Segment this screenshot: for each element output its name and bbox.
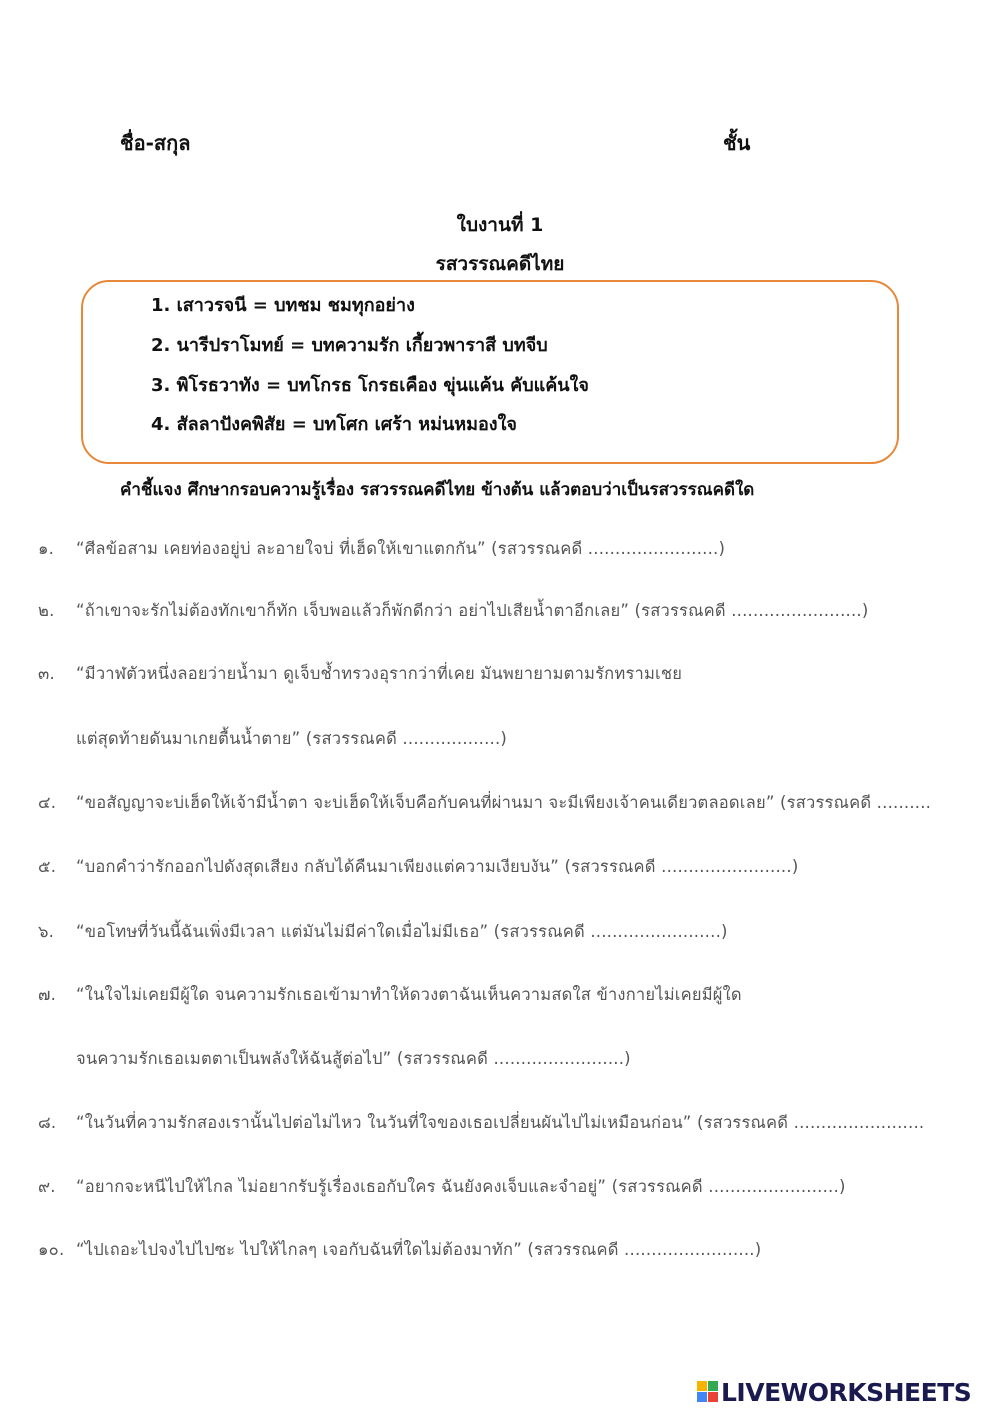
question-number: ๖. [38, 922, 55, 941]
question-1 [38, 536, 725, 562]
question-9 [38, 1174, 846, 1200]
rasa-item-1: 1. เสาวรจนี = บทชม ชมทุกอย่าง [151, 295, 415, 316]
question-number: ๑๐. [38, 1240, 65, 1259]
question-2 [38, 598, 869, 624]
question-6 [38, 919, 728, 945]
question-5 [38, 854, 798, 880]
question-text: “ในใจไม่เคยมีผู้ใด จนความรักเธอเข้ามาทำให้ดวงตาฉันเห็นความสดใส ข้างกายไม่เคยมีผู้ใด [76, 985, 742, 1004]
class-label: ชั้น [723, 131, 751, 155]
question-8 [38, 1110, 924, 1136]
question-number: ๘. [38, 1113, 57, 1132]
question-number: ๗. [38, 985, 57, 1004]
question-text: “บอกคำว่ารักออกไปดังสุดเสียง กลับได้คืนมาเพียงแต่ความเงียบงัน” (รสวรรณคดี ........................) [76, 857, 799, 876]
question-10 [38, 1237, 761, 1263]
question-text: “ถ้าเขาจะรักไม่ต้องทักเขาก็ทัก เจ็บพอแล้วก็พักดีกว่า อย่าไปเสียน้ำตาอีกเลย” (รสวรรณคดี ........................) [76, 601, 869, 620]
question-4 [38, 790, 931, 816]
question-text: “ในวันที่ความรักสองเรานั้นไปต่อไม่ไหว ในวันที่ใจของเธอเปลี่ยนผันไปไม่เหมือนก่อน” (รสวรรณคดี ........................ [76, 1113, 925, 1132]
question-text: “ขอสัญญาจะบ่เฮ็ดให้เจ้ามีน้ำตา จะบ่เฮ็ดให้เจ็บคือกับคนที่ผ่านมา จะมีเพียงเจ้าคนเดียวตลอดเลย” (รสวรรณคดี .......... [76, 793, 932, 812]
instruction-text: คำชี้แจง ศึกษากรอบความรู้เรื่อง รสวรรณคดีไทย ข้างต้น แล้วตอบว่าเป็นรสวรรณคดีใด [120, 480, 755, 500]
liveworksheets-logo [697, 1377, 971, 1407]
question-7 [38, 982, 742, 1008]
question-3 [38, 661, 682, 687]
question-text: “มีวาฬตัวหนึ่งลอยว่ายน้ำมา ดูเจ็บช้ำทรวงอุรากว่าที่เคย มันพยายามตามรักทรามเชย [76, 664, 683, 683]
question-3-continued: แต่สุดท้ายดันมาเกยตื้นน้ำตาย” (รสวรรณคดี ..................) [76, 729, 508, 748]
question-number: ๔. [38, 793, 57, 812]
worksheet-title: ใบงานที่ 1 [456, 214, 544, 236]
question-text: “ศีลข้อสาม เคยท่องอยู่บ่ ละอายใจบ่ ที่เฮ็ดให้เขาแตกกัน” (รสวรรณคดี ........................) [76, 539, 726, 558]
liveworksheets-logo-icon [697, 1381, 719, 1403]
question-number: ๓. [38, 664, 55, 683]
rasa-item-2: 2. นารีปราโมทย์ = บทความรัก เกี้ยวพาราสี บทจีบ [151, 335, 548, 356]
question-number: ๑. [38, 539, 55, 558]
rasa-item-4: 4. สัลลาปังคพิสัย = บทโศก เศร้า หม่นหมองใจ [151, 414, 517, 435]
question-number: ๙. [38, 1177, 56, 1196]
worksheet-subtitle: รสวรรณคดีไทย [435, 253, 565, 275]
question-text: “ไปเถอะไปจงไปไปซะ ไปให้ไกลๆ เจอกับฉันที่ใดไม่ต้องมาทัก” (รสวรรณคดี ........................) [76, 1240, 762, 1259]
question-number: ๒. [38, 601, 55, 620]
question-7-continued: จนความรักเธอเมตตาเป็นพลังให้ฉันสู้ต่อไป” (รสวรรณคดี ........................) [76, 1049, 631, 1068]
question-text: “ขอโทษที่วันนี้ฉันเพิ่งมีเวลา แต่มันไม่มีค่าใดเมื่อไม่มีเธอ” (รสวรรณคดี ........................) [76, 922, 728, 941]
name-label: ชื่อ-สกุล [120, 131, 191, 155]
question-number: ๕. [38, 857, 57, 876]
rasa-item-3: 3. พิโรธวาทัง = บทโกรธ โกรธเคือง ขุ่นแค้น คับแค้นใจ [151, 375, 589, 396]
liveworksheets-brand-text: LIVEWORKSHEETS [721, 1377, 972, 1407]
question-text: “อยากจะหนีไปให้ไกล ไม่อยากรับรู้เรื่องเธอกับใคร ฉันยังคงเจ็บและจำอยู่” (รสวรรณคดี ........................) [76, 1177, 846, 1196]
